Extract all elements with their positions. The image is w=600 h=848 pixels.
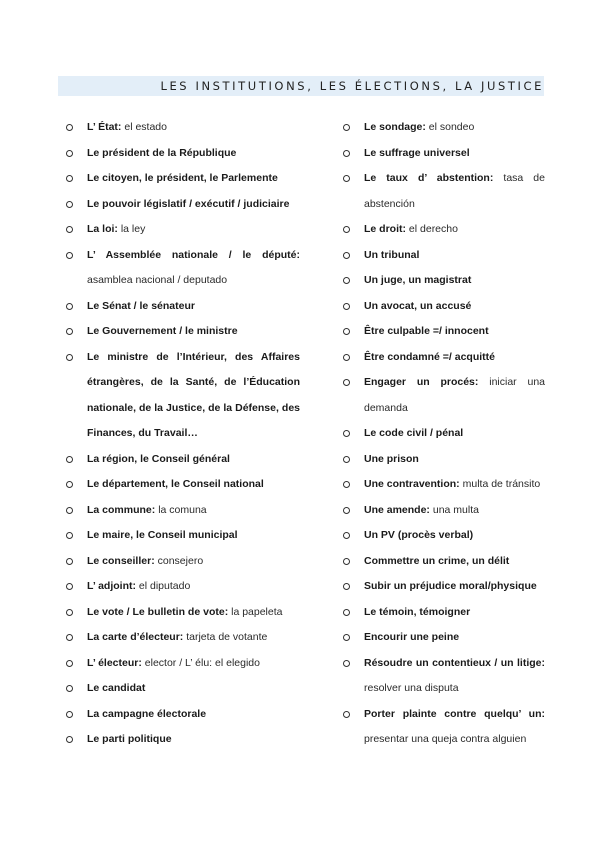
list-item [66, 319, 300, 345]
list-item [343, 702, 545, 753]
bullet-circle-icon [343, 481, 350, 488]
bullet-circle-icon [66, 736, 73, 743]
vocab-term: Le citoyen, le président, le Parlemente [87, 172, 278, 184]
list-item [66, 294, 300, 320]
vocab-term: La commune: [87, 503, 156, 516]
title-bar [58, 76, 544, 96]
vocab-term: Le président de la République [87, 146, 237, 159]
bullet-circle-icon [66, 328, 73, 335]
vocab-term: Le code civil / pénal [364, 427, 464, 439]
bullet-circle-icon [343, 609, 350, 616]
list-item [343, 217, 545, 243]
list-item [66, 472, 300, 498]
bullet-circle-icon [343, 175, 350, 182]
bullet-circle-icon [343, 532, 350, 539]
vocab-translation: el diputado [138, 580, 191, 592]
vocab-term: L’ électeur: [87, 656, 142, 669]
vocab-translation: la comuna [158, 503, 207, 516]
list-item [66, 651, 300, 677]
list-item [343, 549, 545, 575]
list-item [66, 192, 300, 218]
bullet-circle-icon [66, 175, 73, 182]
vocab-translation: presentar una queja contra alguien [364, 733, 527, 745]
bullet-circle-icon [66, 558, 73, 565]
vocab-term: Le conseiller: [87, 554, 155, 567]
bullet-circle-icon [66, 150, 73, 157]
bullet-circle-icon [343, 456, 350, 463]
list-item [66, 676, 300, 702]
vocab-term: Le sondage: [364, 121, 426, 133]
vocab-term: Engager un procés: [364, 376, 479, 388]
vocab-term: La loi: [87, 223, 118, 235]
bullet-circle-icon [66, 303, 73, 310]
vocab-translation: una multa [432, 503, 479, 516]
vocab-translation: el derecho [408, 223, 458, 235]
bullet-circle-icon [343, 277, 350, 284]
vocab-term: Une amende: [364, 503, 430, 516]
vocab-translation: elector / L’ élu: el elegido [144, 656, 260, 669]
vocab-translation: el estado [124, 121, 167, 133]
vocab-term: Résoudre un contentieux / un litige: [364, 656, 545, 669]
list-item [343, 421, 545, 447]
list-item [66, 523, 300, 549]
vocab-translation: la papeleta [231, 605, 283, 618]
vocab-term: Une contravention: [364, 478, 460, 490]
bullet-circle-icon [343, 328, 350, 335]
bullet-circle-icon [343, 558, 350, 565]
vocab-translation: multa de tránsito [462, 478, 541, 490]
vocab-term: Un tribunal [364, 248, 420, 261]
bullet-circle-icon [66, 685, 73, 692]
vocab-term: Être culpable =/ innocent [364, 325, 489, 337]
list-item [343, 498, 545, 524]
vocabulary-list-left [66, 115, 300, 753]
bullet-circle-icon [66, 456, 73, 463]
vocab-translation: asamblea nacional / deputado [87, 274, 228, 286]
bullet-circle-icon [343, 634, 350, 641]
list-item [343, 268, 545, 294]
list-item [66, 141, 300, 167]
list-item [343, 319, 545, 345]
list-item [343, 574, 545, 600]
vocab-term: Le Gouvernement / le ministre [87, 325, 238, 337]
bullet-circle-icon [66, 660, 73, 667]
bullet-circle-icon [343, 379, 350, 386]
bullet-circle-icon [343, 507, 350, 514]
bullet-circle-icon [66, 634, 73, 641]
bullet-circle-icon [343, 150, 350, 157]
vocab-term: La carte d’électeur: [87, 631, 184, 643]
bullet-circle-icon [66, 532, 73, 539]
vocab-term: L’ Assemblée nationale / le député: [87, 248, 300, 261]
vocab-term: Être condamné =/ acquitté [364, 350, 495, 363]
vocab-term: Subir un préjudice moral/physique [364, 580, 537, 592]
vocab-term: Un PV (procès verbal) [364, 529, 474, 541]
list-item [66, 345, 300, 447]
list-item [343, 447, 545, 473]
list-item [343, 345, 545, 371]
vocab-term: Commettre un crime, un délit [364, 554, 510, 567]
vocab-term: Le maire, le Conseil municipal [87, 529, 238, 541]
vocab-term: L’ adjoint: [87, 580, 136, 592]
vocab-term: Un avocat, un accusé [364, 299, 472, 312]
vocab-translation: la ley [120, 223, 146, 235]
bullet-circle-icon [66, 481, 73, 488]
bullet-circle-icon [66, 252, 73, 259]
bullet-circle-icon [66, 124, 73, 131]
vocab-term: Le droit: [364, 223, 406, 235]
list-item [66, 217, 300, 243]
vocab-term: Un juge, un magistrat [364, 274, 472, 286]
list-item [343, 115, 545, 141]
vocab-translation: tasa de abstención [364, 172, 545, 210]
vocab-translation: consejero [157, 554, 204, 567]
list-item [66, 600, 300, 626]
vocab-term: Le Sénat / le sénateur [87, 299, 195, 312]
vocab-term: Le ministre de l’Intérieur, des Affaires étrangères, de la Santé, de l’Éducation nationale, de la Justice, de la Défense, des Finances, du Travail… [87, 350, 300, 439]
list-item [66, 447, 300, 473]
bullet-circle-icon [343, 124, 350, 131]
bullet-circle-icon [66, 507, 73, 514]
list-item [343, 166, 545, 217]
vocab-term: La campagne électorale [87, 707, 207, 720]
vocab-term: Une prison [364, 452, 419, 465]
bullet-circle-icon [343, 354, 350, 361]
list-item [66, 625, 300, 651]
vocab-term: Encourir une peine [364, 631, 460, 643]
bullet-circle-icon [343, 252, 350, 259]
list-item [66, 574, 300, 600]
vocab-translation: iniciar una demanda [364, 376, 545, 414]
list-item [343, 472, 545, 498]
vocab-translation: el sondeo [428, 121, 475, 133]
vocabulary-list-right [343, 115, 545, 753]
bullet-circle-icon [343, 303, 350, 310]
bullet-circle-icon [66, 583, 73, 590]
vocab-term: L’ État: [87, 121, 122, 133]
list-item [343, 523, 545, 549]
bullet-circle-icon [66, 711, 73, 718]
list-item [343, 651, 545, 702]
list-item [66, 243, 300, 294]
vocab-term: Le taux d’ abstention: [364, 172, 494, 184]
page-title: LES INSTITUTIONS, LES ÉLECTIONS, LA JUSTICE [160, 79, 544, 93]
bullet-circle-icon [66, 226, 73, 233]
vocab-term: La région, le Conseil général [87, 452, 230, 465]
list-item [343, 625, 545, 651]
list-item [66, 549, 300, 575]
list-item [66, 727, 300, 753]
vocab-term: Porter plainte contre quelqu’ un: [364, 707, 545, 720]
bullet-circle-icon [343, 660, 350, 667]
bullet-circle-icon [343, 430, 350, 437]
bullet-circle-icon [66, 609, 73, 616]
list-item [66, 498, 300, 524]
list-item [343, 294, 545, 320]
vocab-term: Le témoin, témoigner [364, 605, 471, 618]
bullet-circle-icon [66, 354, 73, 361]
list-item [66, 702, 300, 728]
list-item [343, 141, 545, 167]
vocab-translation: resolver una disputa [364, 682, 459, 694]
vocab-term: Le pouvoir législatif / exécutif / judiciaire [87, 197, 290, 210]
list-item [343, 243, 545, 269]
list-item [343, 600, 545, 626]
vocab-term: Le département, le Conseil national [87, 478, 264, 490]
bullet-circle-icon [343, 711, 350, 718]
list-item [343, 370, 545, 421]
vocab-term: Le suffrage universel [364, 146, 470, 159]
vocab-translation: tarjeta de votante [186, 631, 268, 643]
list-item [66, 166, 300, 192]
bullet-circle-icon [66, 201, 73, 208]
bullet-circle-icon [343, 583, 350, 590]
vocab-term: Le parti politique [87, 733, 172, 745]
list-item [66, 115, 300, 141]
vocab-term: Le vote / Le bulletin de vote: [87, 605, 229, 618]
vocab-term: Le candidat [87, 682, 146, 694]
bullet-circle-icon [343, 226, 350, 233]
